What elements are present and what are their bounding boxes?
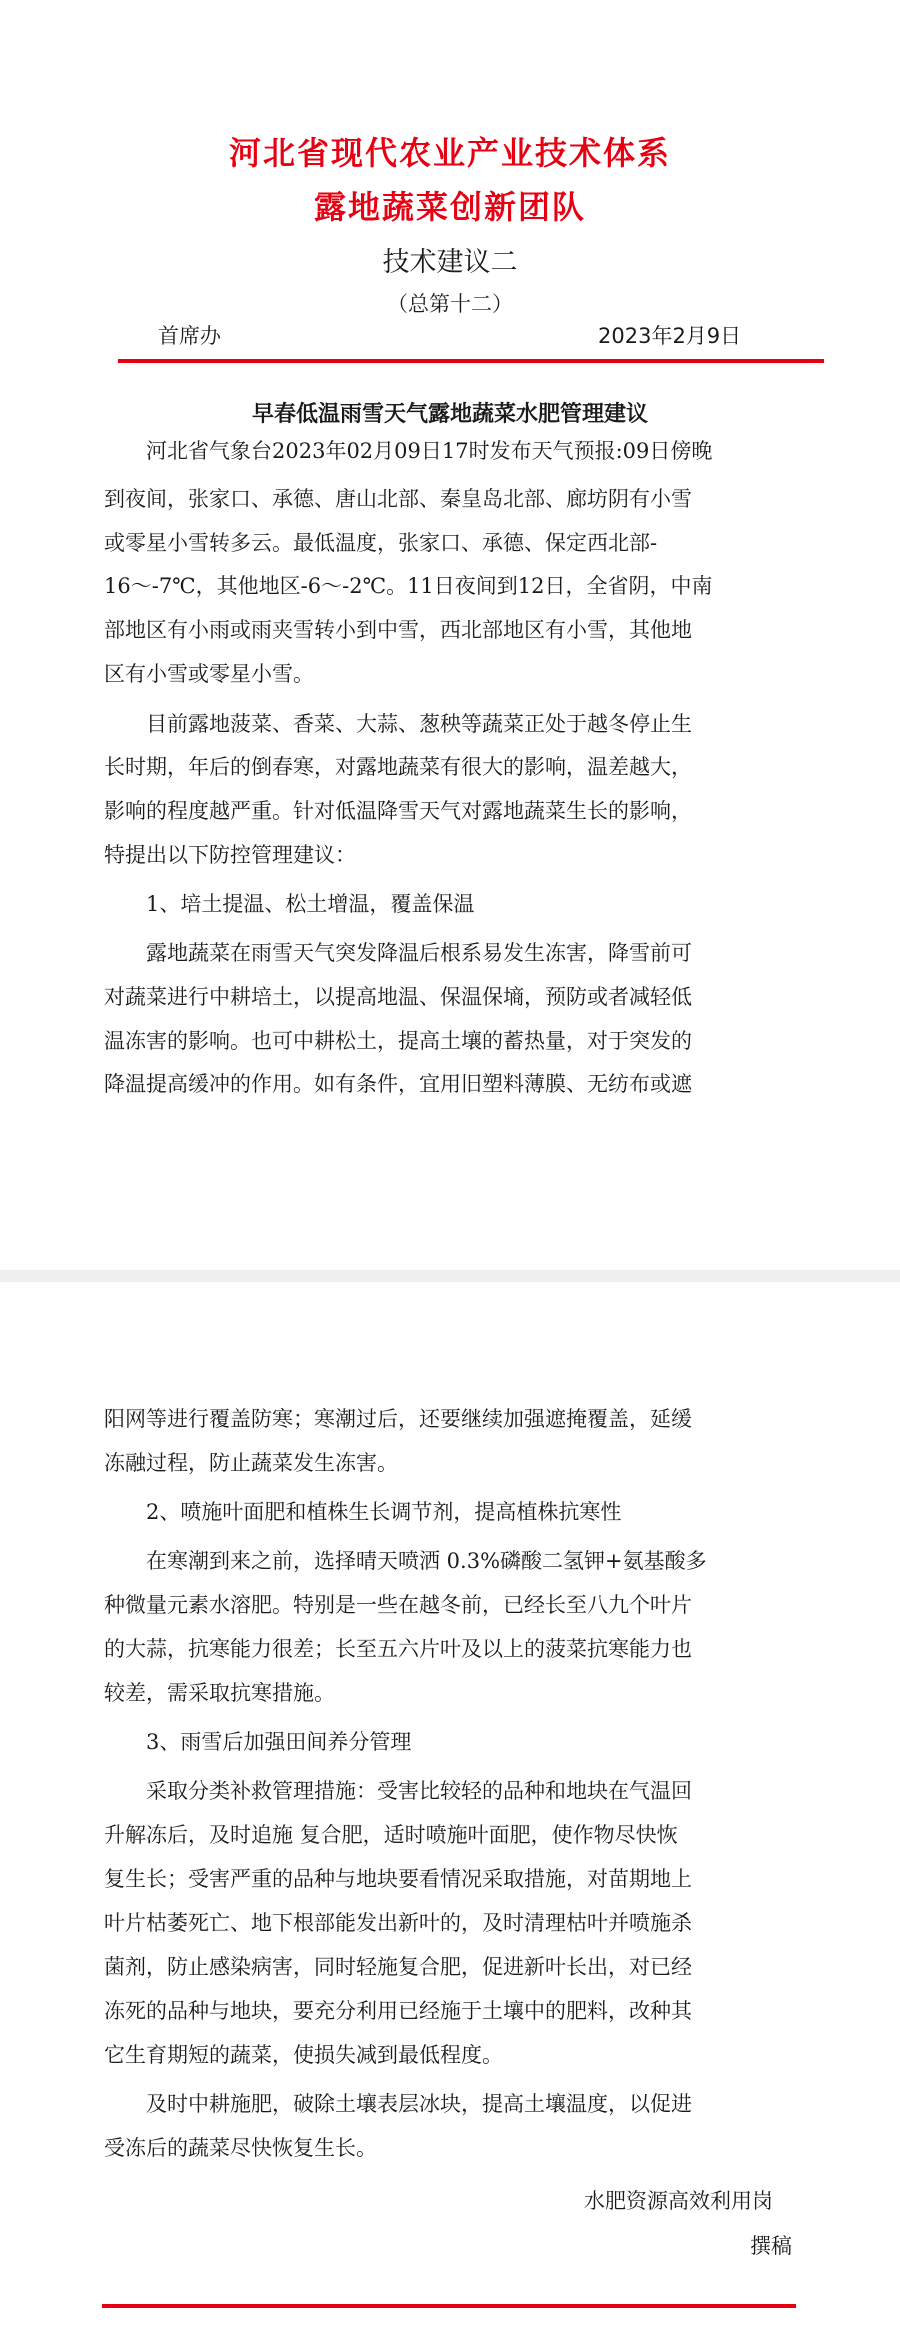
body-line: 在寒潮到来之前，选择晴天喷洒 0.3%磷酸二氢钾+氨基酸多 [104, 1549, 707, 1573]
body-line: 影响的程度越严重。针对低温降雪天气对露地蔬菜生长的影响， [104, 799, 692, 823]
body-line: 复生长；受害严重的品种与地块要看情况采取措施，对苗期地上 [104, 1867, 692, 1891]
body-line: 特提出以下防控管理建议： [104, 843, 356, 867]
body-line: 叶片枯萎死亡、地下根部能发出新叶的，及时清理枯叶并喷施杀 [104, 1911, 692, 1935]
body-line: 的大蒜，抗寒能力很差；长至五六片叶及以上的菠菜抗寒能力也 [104, 1637, 692, 1661]
header-divider [118, 359, 824, 363]
doc-title: 技术建议二 [382, 247, 518, 278]
body-line: 16～-7℃，其他地区-6～-2℃。11日夜间到12日，全省阴，中南 [104, 574, 713, 598]
body-line: 升解冻后，及时追施 复合肥，适时喷施叶面肥，使作物尽快恢 [104, 1823, 678, 1847]
section-heading: 1、培土提温、松土增温，覆盖保温 [104, 892, 475, 916]
body-line: 区有小雪或零星小雪。 [104, 662, 314, 686]
author: 水肥资源高效利用岗 [584, 2189, 773, 2213]
body-line: 它生育期短的蔬菜，使损失减到最低程度。 [104, 2043, 503, 2067]
body-line: 菌剂，防止感染病害，同时轻施复合肥，促进新叶长出，对已经 [104, 1955, 692, 1979]
body-line: 及时中耕施肥，破除土壤表层冰块，提高土壤温度，以促进 [104, 2092, 692, 2116]
footer-divider [102, 2304, 796, 2308]
org-title-line2: 露地蔬菜创新团队 [313, 188, 586, 226]
body-line: 种微量元素水溶肥。特别是一些在越冬前，已经长至八九个叶片 [104, 1593, 692, 1617]
body-line: 降温提高缓冲的作用。如有条件，宜用旧塑料薄膜、无纺布或遮 [104, 1072, 692, 1096]
body-line: 或零星小雪转多云。最低温度，张家口、承德、保定西北部- [104, 531, 658, 555]
body-line: 长时期，年后的倒春寒，对露地蔬菜有很大的影响，温差越大， [104, 755, 692, 779]
issuer: 首席办 [158, 324, 221, 348]
body-line: 冻融过程，防止蔬菜发生冻害。 [104, 1451, 398, 1475]
signoff: 撰稿 [750, 2234, 792, 2258]
body-line: 温冻害的影响。也可中耕松土，提高土壤的蓄热量，对于突发的 [104, 1029, 692, 1053]
body-line: 露地蔬菜在雨雪天气突发降温后根系易发生冻害，降雪前可 [104, 941, 692, 965]
body-line: 到夜间，张家口、承德、唐山北部、秦皇岛北部、廊坊阴有小雪 [104, 487, 692, 511]
section-heading: 2、喷施叶面肥和植株生长调节剂，提高植株抗寒性 [104, 1500, 622, 1524]
body-line: 阳网等进行覆盖防寒；寒潮过后，还要继续加强遮掩覆盖，延缓 [104, 1407, 692, 1431]
body-line: 目前露地菠菜、香菜、大蒜、葱秧等蔬菜正处于越冬停止生 [104, 712, 692, 736]
org-title-line1: 河北省现代农业产业技术体系 [228, 134, 671, 172]
body-line: 受冻后的蔬菜尽快恢复生长。 [104, 2136, 377, 2160]
body-line: 采取分类补救管理措施：受害比较轻的品种和地块在气温回 [104, 1779, 692, 1803]
body-line: 河北省气象台2023年02月09日17时发布天气预报:09日傍晚 [104, 439, 713, 463]
body-line: 较差，需采取抗寒措施。 [104, 1681, 335, 1705]
body-line: 部地区有小雨或雨夹雪转小到中雪，西北部地区有小雪，其他地 [104, 618, 692, 642]
document-page-2 [0, 1282, 900, 2341]
doc-serial: （总第十二） [387, 292, 513, 316]
article-title: 早春低温雨雪天气露地蔬菜水肥管理建议 [251, 402, 648, 427]
section-heading: 3、雨雪后加强田间养分管理 [104, 1730, 412, 1754]
body-line: 对蔬菜进行中耕培土，以提高地温、保温保墒，预防或者减轻低 [104, 985, 692, 1009]
body-line: 冻死的品种与地块，要充分利用已经施于土壤中的肥料，改种其 [104, 1999, 692, 2023]
issue-date: 2023年2月9日 [598, 324, 742, 348]
